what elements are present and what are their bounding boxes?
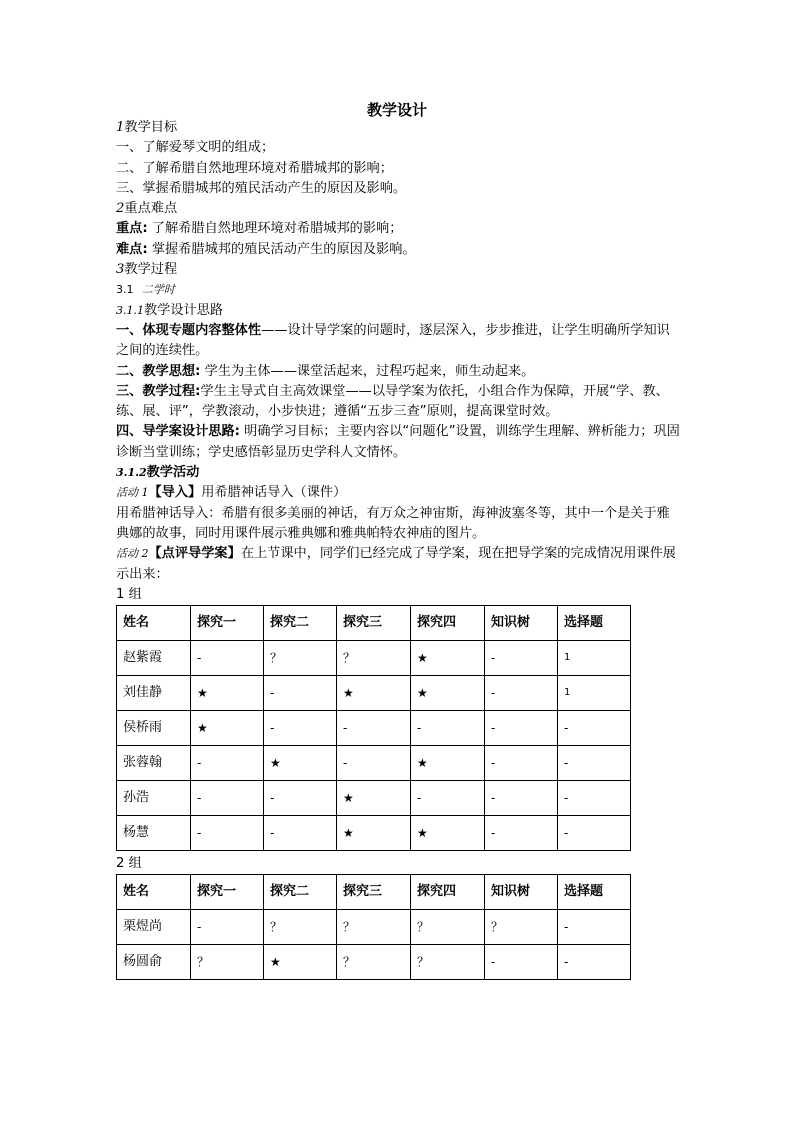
design-point-text: 学生主导式自主高效课堂——以导学案为依托，小组合作为保障，开展“学、教、练、展、评”，学教滚动，小步快进；遵循“五步三查”原则，提高课堂时效。 bbox=[116, 383, 669, 420]
section-number: 3.1.1 bbox=[116, 303, 144, 317]
status-cell: - bbox=[337, 746, 411, 781]
design-point-2 bbox=[116, 362, 682, 382]
section-number: 3.1.2 bbox=[116, 466, 147, 480]
status-cell: ★ bbox=[264, 945, 337, 980]
section-1-heading bbox=[116, 118, 682, 138]
status-cell: - bbox=[485, 711, 558, 746]
design-point-label: 二、教学思想: bbox=[116, 363, 201, 379]
design-point-label: 一、体现专题内容整体性 bbox=[116, 322, 262, 338]
difficult-point bbox=[116, 240, 682, 260]
design-point-label: 三、教学过程: bbox=[116, 383, 201, 399]
header-cell: 选择题 bbox=[558, 606, 631, 641]
activity-text: 在上节课中，同学们已经完成了导学案，现在把导学案的完成情况用课件展示出来： bbox=[116, 546, 676, 582]
status-cell: 1 bbox=[558, 641, 631, 676]
status-cell: ？ bbox=[337, 945, 411, 980]
status-cell: - bbox=[485, 781, 558, 816]
header-cell: 探究一 bbox=[191, 606, 264, 641]
status-cell: - bbox=[558, 746, 631, 781]
header-cell: 姓名 bbox=[117, 606, 191, 641]
status-cell: - bbox=[485, 676, 558, 711]
key-point-label: 重点: bbox=[116, 221, 148, 237]
status-cell: ？ bbox=[264, 641, 337, 676]
student-name-cell: 杨慧 bbox=[117, 816, 191, 851]
status-cell: - bbox=[264, 816, 337, 851]
difficult-point-text: 掌握希腊城邦的殖民活动产生的原因及影响。 bbox=[151, 241, 416, 257]
section-label: 教学过程 bbox=[124, 262, 178, 278]
section-label: 重点难点 bbox=[124, 201, 178, 217]
status-cell: - bbox=[485, 641, 558, 676]
difficult-point-label: 难点: bbox=[116, 241, 148, 257]
status-cell: 1 bbox=[558, 676, 631, 711]
status-cell: - bbox=[485, 746, 558, 781]
table-row bbox=[117, 641, 631, 676]
activity-2-heading bbox=[116, 544, 682, 585]
header-cell: 选择题 bbox=[558, 875, 631, 910]
status-cell: - bbox=[558, 945, 631, 980]
activity-label: 活动 1 bbox=[116, 486, 149, 500]
table-header-row bbox=[117, 606, 631, 641]
group-2-label: 2 组 bbox=[116, 856, 142, 872]
table-row bbox=[117, 781, 631, 816]
status-cell: ？ bbox=[337, 910, 411, 945]
status-cell: ？ bbox=[485, 910, 558, 945]
status-cell: ？ bbox=[411, 910, 485, 945]
table-row bbox=[117, 945, 631, 980]
section-label: 二学时 bbox=[141, 283, 175, 297]
goal-3: 三、掌握希腊城邦的殖民活动产生的原因及影响。 bbox=[116, 180, 407, 196]
design-point-label: 四、导学案设计思路: bbox=[116, 424, 240, 440]
activity-tag: 【点评导学案】 bbox=[148, 546, 241, 562]
header-cell: 姓名 bbox=[117, 875, 191, 910]
section-3-1-1-heading bbox=[116, 301, 682, 321]
student-name-cell: 赵紫霞 bbox=[117, 641, 191, 676]
status-cell: - bbox=[411, 711, 485, 746]
status-cell: ★ bbox=[337, 676, 411, 711]
table-header-row bbox=[117, 875, 631, 910]
status-cell: - bbox=[191, 910, 264, 945]
status-cell: ★ bbox=[191, 711, 264, 746]
status-cell: - bbox=[558, 781, 631, 816]
header-cell: 探究一 bbox=[191, 875, 264, 910]
activity-1-heading bbox=[116, 483, 682, 503]
header-cell: 探究三 bbox=[337, 875, 411, 910]
status-cell: ★ bbox=[411, 676, 485, 711]
activity-title: 用希腊神话导入（课件） bbox=[201, 485, 347, 501]
activity-label: 活动 2 bbox=[116, 547, 149, 561]
status-cell: - bbox=[191, 746, 264, 781]
section-3-1-2-heading bbox=[116, 463, 682, 483]
design-point-4 bbox=[116, 422, 682, 463]
status-cell: ★ bbox=[191, 676, 264, 711]
design-point-text: ——设计导学案的问题时，逐层深入，步步推进，让学生明确所学知识之间的连续性。 bbox=[116, 322, 670, 359]
design-point-3 bbox=[116, 382, 682, 423]
section-label: 教学目标 bbox=[124, 120, 178, 135]
header-cell: 探究三 bbox=[337, 606, 411, 641]
header-cell: 探究二 bbox=[264, 606, 337, 641]
section-3-heading bbox=[116, 260, 682, 280]
status-cell: - bbox=[191, 816, 264, 851]
status-cell: ★ bbox=[411, 816, 485, 851]
goal-2: 二、了解希腊自然地理环境对希腊城邦的影响； bbox=[116, 160, 393, 176]
page-title: 教学设计 bbox=[366, 101, 427, 119]
status-cell: - bbox=[264, 781, 337, 816]
status-cell: ★ bbox=[411, 746, 485, 781]
document-body bbox=[116, 118, 682, 980]
status-cell: - bbox=[264, 676, 337, 711]
group-1-table bbox=[116, 605, 631, 851]
header-cell: 探究四 bbox=[411, 606, 485, 641]
status-cell: ★ bbox=[337, 781, 411, 816]
status-cell: - bbox=[485, 816, 558, 851]
status-cell: - bbox=[337, 711, 411, 746]
status-cell: - bbox=[191, 641, 264, 676]
table-row bbox=[117, 676, 631, 711]
section-label: 教学设计思路 bbox=[144, 302, 224, 318]
table-row bbox=[117, 910, 631, 945]
section-number: 1 bbox=[116, 120, 125, 135]
table-row bbox=[117, 711, 631, 746]
status-cell: - bbox=[558, 711, 631, 746]
status-cell: ★ bbox=[264, 746, 337, 781]
key-point bbox=[116, 219, 682, 239]
key-point-text: 了解希腊自然地理环境对希腊城邦的影响； bbox=[151, 221, 403, 237]
table-row bbox=[117, 816, 631, 851]
student-name-cell: 栗煜尚 bbox=[117, 910, 191, 945]
section-number: 2 bbox=[116, 201, 125, 217]
student-name-cell: 杨圆俞 bbox=[117, 945, 191, 980]
status-cell: - bbox=[558, 816, 631, 851]
design-point-1 bbox=[116, 321, 682, 362]
goal-1: 一、了解爱琴文明的组成； bbox=[116, 140, 275, 156]
status-cell: ？ bbox=[264, 910, 337, 945]
status-cell: ？ bbox=[411, 945, 485, 980]
section-label: 教学活动 bbox=[146, 465, 200, 481]
section-number: 3.1 bbox=[116, 283, 134, 297]
activity-tag: 【导入】 bbox=[148, 485, 202, 501]
status-cell: - bbox=[411, 781, 485, 816]
design-point-text: 明确学习目标；主要内容以“问题化”设置，训练学生理解、辨析能力；巩固诊断当堂训练；学史感悟彰显历史学科人文情怀。 bbox=[116, 424, 680, 460]
header-cell: 探究四 bbox=[411, 875, 485, 910]
status-cell: ？ bbox=[337, 641, 411, 676]
status-cell: - bbox=[191, 781, 264, 816]
student-name-cell: 刘佳静 bbox=[117, 676, 191, 711]
group-1-label: 1 组 bbox=[116, 586, 142, 602]
section-3-1-heading bbox=[116, 280, 682, 300]
table-row bbox=[117, 746, 631, 781]
header-cell: 探究二 bbox=[264, 875, 337, 910]
student-name-cell: 侯桥雨 bbox=[117, 711, 191, 746]
student-name-cell: 张蓉翰 bbox=[117, 746, 191, 781]
design-point-text: 学生为主体——课堂活起来，过程巧起来，师生动起来。 bbox=[200, 363, 535, 379]
group-2-table bbox=[116, 874, 631, 980]
status-cell: ★ bbox=[337, 816, 411, 851]
status-cell: - bbox=[264, 711, 337, 746]
status-cell: - bbox=[558, 910, 631, 945]
status-cell: ★ bbox=[411, 641, 485, 676]
activity-1-body: 用希腊神话导入：希腊有很多美丽的神话，有万众之神宙斯，海神波塞冬等，其中一个是关于雅典娜的故事，同时用课件展示雅典娜和雅典帕特农神庙的图片。 bbox=[116, 505, 670, 541]
status-cell: - bbox=[485, 945, 558, 980]
student-name-cell: 孙浩 bbox=[117, 781, 191, 816]
status-cell: ？ bbox=[191, 945, 264, 980]
section-2-heading bbox=[116, 199, 682, 219]
header-cell: 知识树 bbox=[485, 606, 558, 641]
header-cell: 知识树 bbox=[485, 875, 558, 910]
section-number: 3 bbox=[116, 262, 125, 278]
